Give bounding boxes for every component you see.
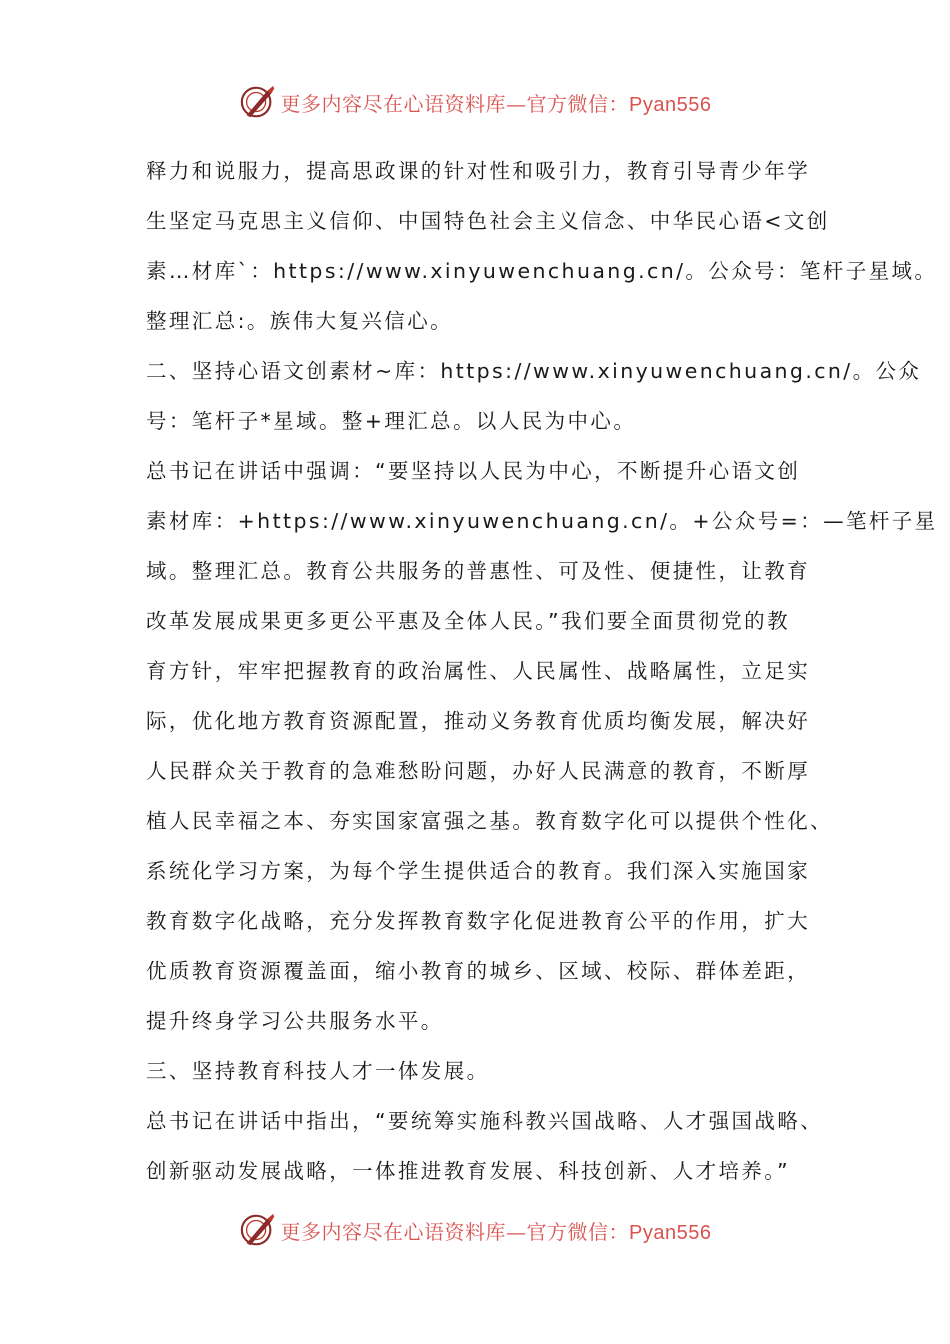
banner-text: 更多内容尽在心语资料库—官方微信：Pyan556 bbox=[280, 91, 712, 116]
wechat-id: Pyan556 bbox=[629, 93, 712, 116]
text-line: 素…材库`：https://www.xinyuwenchuang.cn/。公众号：笔杆子星域。 bbox=[146, 259, 938, 283]
footer-watermark-banner bbox=[0, 1208, 950, 1252]
header-watermark-banner bbox=[0, 80, 950, 124]
text-line: 植人民幸福之本、夯实国家富强之基。教育数字化可以提供个性化、 bbox=[146, 809, 833, 833]
text-line: 育方针，牢牢把握教育的政治属性、人民属性、战略属性，立足实 bbox=[146, 659, 811, 683]
text-line: 改革发展成果更多更公平惠及全体人民。”我们要全面贯彻党的教 bbox=[146, 609, 790, 633]
section-heading: 三、坚持教育科技人才一体发展。 bbox=[146, 1059, 490, 1083]
text-line: 域。整理汇总。教育公共服务的普惠性、可及性、便捷性，让教育 bbox=[146, 559, 811, 583]
text-line: 总书记在讲话中指出，“要统筹实施科教兴国战略、人才强国战略、 bbox=[146, 1109, 824, 1133]
pen-logo-icon bbox=[239, 1211, 277, 1249]
banner-text: 更多内容尽在心语资料库—官方微信：Pyan556 bbox=[280, 1219, 712, 1244]
text-line: 生坚定马克思主义信仰、中国特色社会主义信念、中华民心语<文创 bbox=[146, 209, 830, 233]
text-line: 释力和说服力，提高思政课的针对性和吸引力，教育引导青少年学 bbox=[146, 159, 811, 183]
text-line: 人民群众关于教育的急难愁盼问题，办好人民满意的教育，不断厚 bbox=[146, 759, 811, 783]
text-line: 系统化学习方案，为每个学生提供适合的教育。我们深入实施国家 bbox=[146, 859, 811, 883]
document-body bbox=[146, 146, 938, 1196]
text-line: 整理汇总:。族伟大复兴信心。 bbox=[146, 309, 454, 333]
wechat-id: Pyan556 bbox=[629, 1221, 712, 1244]
text-line: 号：笔杆子*星域。整+理汇总。以人民为中心。 bbox=[146, 409, 637, 433]
text-line: 优质教育资源覆盖面，缩小教育的城乡、区域、校际、群体差距， bbox=[146, 959, 811, 983]
text-line: 际，优化地方教育资源配置，推动义务教育优质均衡发展，解决好 bbox=[146, 709, 811, 733]
text-line: 提升终身学习公共服务水平。 bbox=[146, 1009, 444, 1033]
text-line: 总书记在讲话中强调：“要坚持以人民为中心，不断提升心语文创 bbox=[146, 459, 801, 483]
pen-logo-icon bbox=[239, 83, 277, 121]
section-heading: 二、坚持心语文创素材~库：https://www.xinyuwenchuang.cn/。公众 bbox=[146, 359, 922, 383]
text-line: 素材库：+https://www.xinyuwenchuang.cn/。+公众号=：—笔杆子星 bbox=[146, 509, 938, 533]
text-line: 教育数字化战略，充分发挥教育数字化促进教育公平的作用，扩大 bbox=[146, 909, 811, 933]
text-line: 创新驱动发展战略，一体推进教育发展、科技创新、人才培养。” bbox=[146, 1159, 790, 1183]
